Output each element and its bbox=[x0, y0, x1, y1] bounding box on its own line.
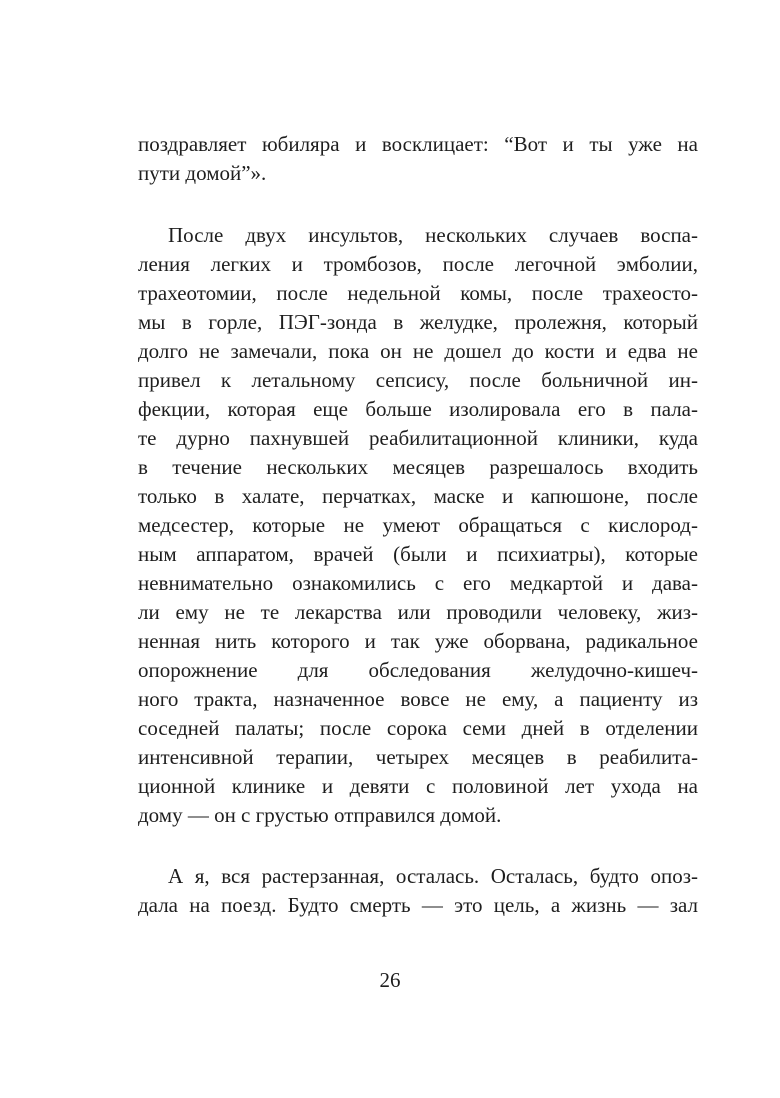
text-line: ления легких и тромбозов, после легочной эмболии, bbox=[138, 252, 698, 276]
text-line: интенсивной терапии, четырех месяцев в реабилита- bbox=[138, 745, 698, 769]
text-line: А я, вся растерзанная, осталась. Осталась, будто опоз- bbox=[168, 864, 698, 888]
text-line: трахеотомии, после недельной комы, после трахеосто- bbox=[138, 281, 698, 305]
text-line: ционной клинике и девяти с половиной лет ухода на bbox=[138, 774, 698, 798]
text-line: соседней палаты; после сорока семи дней в отделении bbox=[138, 716, 698, 740]
text-line: мы в горле, ПЭГ-зонда в желудке, пролежня, который bbox=[138, 310, 698, 334]
text-line: ным аппаратом, врачей (были и психиатры), которые bbox=[138, 542, 698, 566]
text-line: долго не замечали, пока он не дошел до кости и едва не bbox=[138, 339, 698, 363]
text-line: После двух инсультов, нескольких случаев воспа- bbox=[168, 223, 698, 247]
text-line: пути домой”». bbox=[138, 161, 267, 185]
text-line: привел к летальному сепсису, после больничной ин- bbox=[138, 368, 698, 392]
text-line: дала на поезд. Будто смерть — это цель, а жизнь — зал bbox=[138, 893, 698, 917]
paragraph-3 bbox=[138, 862, 698, 920]
text-line: дому — он с грустью отправился домой. bbox=[138, 803, 502, 827]
text-line: ного тракта, назначенное вовсе не ему, а пациенту из bbox=[138, 687, 698, 711]
paragraph-1 bbox=[138, 130, 698, 188]
text-line: ли ему не те лекарства или проводили человеку, жиз- bbox=[138, 600, 698, 624]
text-line: поздравляет юбиляра и восклицает: “Вот и ты уже на bbox=[138, 132, 698, 156]
text-line: те дурно пахнувшей реабилитационной клиники, куда bbox=[138, 426, 698, 450]
text-line: медсестер, которые не умеют обращаться с кислород- bbox=[138, 513, 698, 537]
text-line: невнимательно ознакомились с его медкартой и дава- bbox=[138, 571, 698, 595]
text-line: в течение нескольких месяцев разрешалось входить bbox=[138, 455, 698, 479]
text-line: опорожнение для обследования желудочно-кишеч- bbox=[138, 658, 698, 682]
paragraph-2 bbox=[138, 221, 698, 830]
page-number: 26 bbox=[379, 968, 401, 992]
text-line: фекции, которая еще больше изолировала его в пала- bbox=[138, 397, 698, 421]
text-line: ненная нить которого и так уже оборвана, радикальное bbox=[138, 629, 698, 653]
text-line: только в халате, перчатках, маске и капюшоне, после bbox=[138, 484, 698, 508]
